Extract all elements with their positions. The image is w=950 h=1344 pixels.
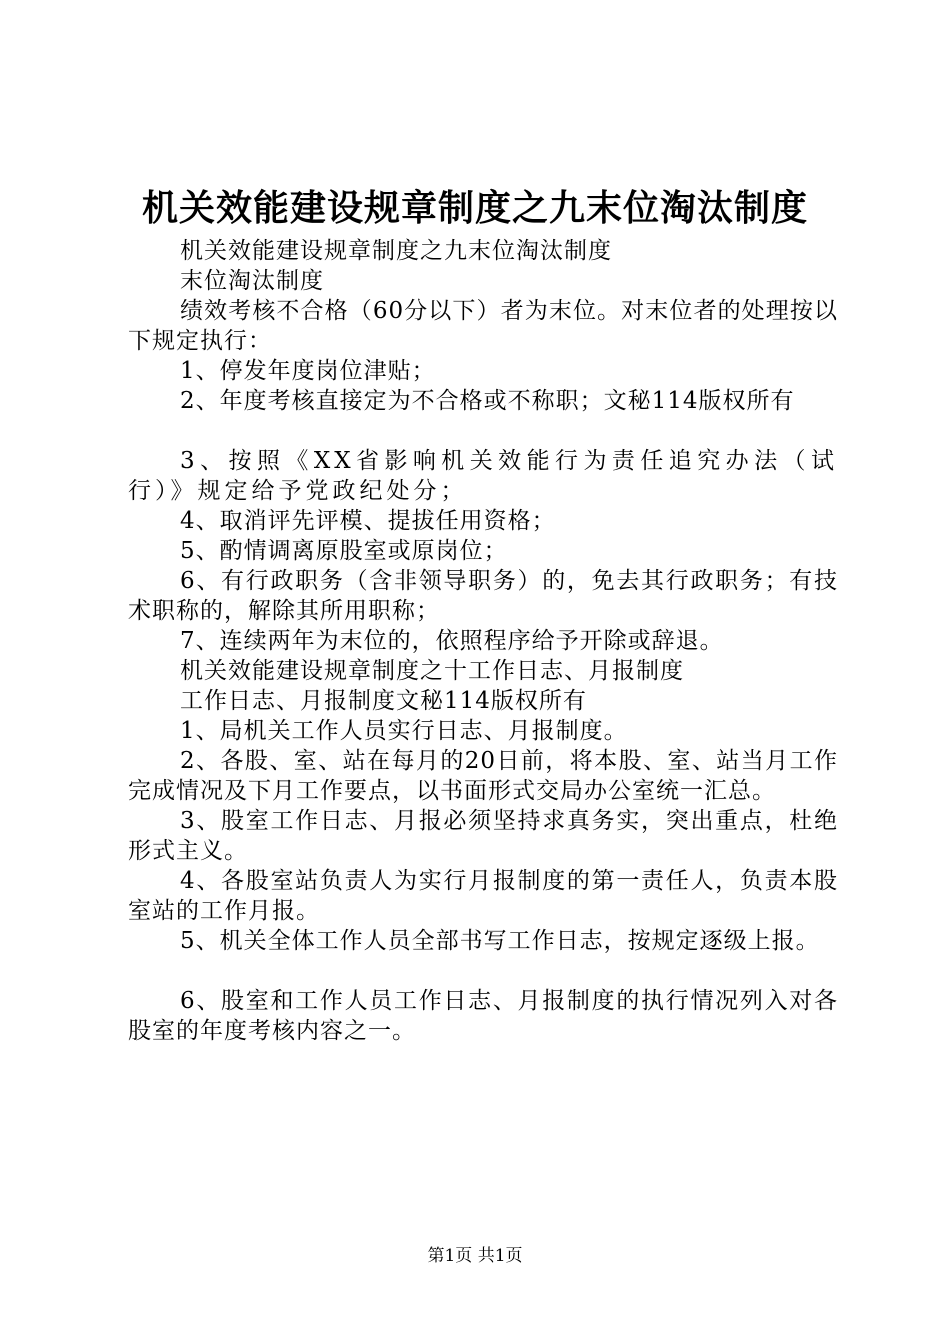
paragraph-15: 3、股室工作日志、月报必须坚持求真务实，突出重点，杜绝形式主义。 [128, 808, 838, 864]
paragraph-8: 5、酌情调离原股室或原岗位； [180, 538, 508, 564]
paragraph-14: 2、各股、室、站在每月的20日前，将本股、室、站当月工作完成情况及下月工作要点，以书面形式交局办公室统一汇总。 [128, 748, 838, 804]
paragraph-6: 3、按照《XX省影响机关效能行为责任追究办法（试行）》规定给予党政纪处分； [128, 448, 838, 504]
paragraph-1: 机关效能建设规章制度之九末位淘汰制度 [180, 238, 612, 264]
paragraph-4: 1、停发年度岗位津贴； [180, 358, 436, 384]
paragraph-11: 机关效能建设规章制度之十工作日志、月报制度 [180, 658, 684, 684]
paragraph-7: 4、取消评先评模、提拔任用资格； [180, 508, 556, 534]
paragraph-5: 2、年度考核直接定为不合格或不称职；文秘114版权所有 [180, 388, 795, 414]
paragraph-3: 绩效考核不合格（60分以下）者为末位。对末位者的处理按以下规定执行： [128, 298, 838, 354]
document-title: 机关效能建设规章制度之九末位淘汰制度 [141, 187, 808, 229]
paragraph-13: 1、局机关工作人员实行日志、月报制度。 [180, 718, 628, 744]
paragraph-gap [128, 956, 838, 986]
paragraph-2: 末位淘汰制度 [180, 268, 324, 294]
paragraph-16: 4、各股室站负责人为实行月报制度的第一责任人，负责本股室站的工作月报。 [128, 868, 838, 924]
paragraph-18: 6、股室和工作人员工作日志、月报制度的执行情况列入对各股室的年度考核内容之一。 [128, 988, 838, 1044]
document-body [128, 236, 838, 1046]
paragraph-17: 5、机关全体工作人员全部书写工作日志，按规定逐级上报。 [180, 928, 820, 954]
paragraph-10: 7、连续两年为末位的，依照程序给予开除或辞退。 [180, 628, 724, 654]
page-footer: 第1页 共1页 [427, 1246, 523, 1266]
paragraph-gap [128, 416, 838, 446]
paragraph-9: 6、有行政职务（含非领导职务）的，免去其行政职务；有技术职称的，解除其所用职称； [128, 568, 838, 624]
paragraph-12: 工作日志、月报制度文秘114版权所有 [180, 688, 587, 714]
